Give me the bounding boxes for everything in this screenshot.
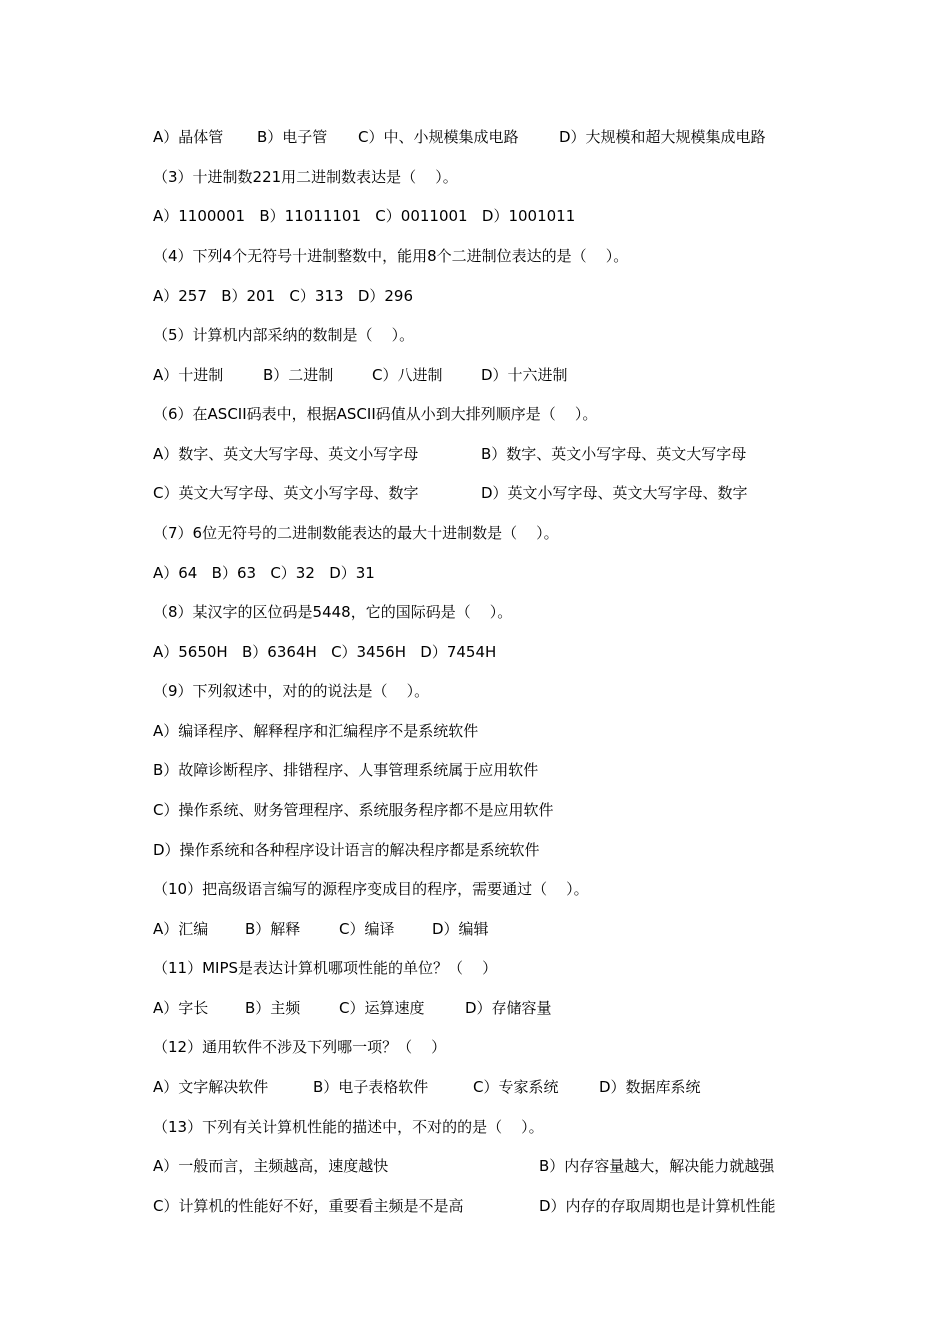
option-d: D）十六进制 [481,366,568,384]
question-13: （13）下列有关计算机性能的描述中，不对的的是（ ）。 [153,1118,544,1136]
option-d: D）大规模和超大规模集成电路 [559,128,766,146]
question-12-options [153,1074,701,1100]
question-9-option-b: B）故障诊断程序、排错程序、人事管理系统属于应用软件 [153,761,539,779]
option-d: D）存储容量 [465,999,552,1017]
question-3-options: A）1100001 B）11011101 C）0011001 D）1001011 [153,207,576,225]
question-4-options: A）257 B）201 C）313 D）296 [153,287,414,305]
question-5: （5）计算机内部采纳的数制是（ ）。 [153,326,415,344]
question-10-options [153,916,489,942]
option-a: A）文字解决软件 [153,1078,269,1096]
option-a: A）汇编 [153,920,209,938]
option-c: C）中、小规模集成电路 [358,128,519,146]
option-c: C）计算机的性能好不好，重要看主频是不是高 [153,1197,464,1215]
question-9-option-c: C）操作系统、财务管理程序、系统服务程序都不是应用软件 [153,801,554,819]
option-b: B）数字、英文小写字母、英文大写字母 [481,445,747,463]
option-a: A）字长 [153,999,209,1017]
option-b: B）内存容量越大，解决能力就越强 [539,1157,775,1175]
option-d: D）数据库系统 [599,1078,701,1096]
question-9: （9）下列叙述中，对的的说法是（ ）。 [153,682,430,700]
option-b: B）电子表格软件 [313,1078,429,1096]
option-d: D）英文小写字母、英文大写字母、数字 [481,484,748,502]
option-a: A）数字、英文大写字母、英文小写字母 [153,445,419,463]
question-4: （4）下列4个无符号十进制整数中，能用8个二进制位表达的是（ ）。 [153,247,629,265]
option-b: B）电子管 [257,128,328,146]
question-8: （8）某汉字的区位码是5448，它的国际码是（ ）。 [153,603,513,621]
question-9-option-a: A）编译程序、解释程序和汇编程序不是系统软件 [153,722,479,740]
question-7: （7）6位无符号的二进制数能表达的最大十进制数是（ ）。 [153,524,559,542]
option-a: A）一般而言，主频越高，速度越快 [153,1157,389,1175]
option-c: C）英文大写字母、英文小写字母、数字 [153,484,419,502]
question-8-options: A）5650H B）6364H C）3456H D）7454H [153,643,497,661]
option-c: C）运算速度 [339,999,425,1017]
question-12: （12）通用软件不涉及下列哪一项？（ ） [153,1038,447,1056]
question-11: （11）MIPS是表达计算机哪项性能的单位？（ ） [153,959,498,977]
option-d: D）内存的存取周期也是计算机性能 [539,1197,776,1215]
question-5-options [153,362,568,388]
question-2-options [153,124,766,150]
question-13-options-cd [153,1193,776,1219]
option-d: D）编辑 [432,920,489,938]
option-b: B）主频 [245,999,301,1017]
option-c: C）八进制 [372,366,443,384]
question-13-options-ab [153,1153,775,1179]
option-a: A）十进制 [153,366,224,384]
option-a: A）晶体管 [153,128,224,146]
question-6-options-ab [153,441,747,467]
option-b: B）二进制 [263,366,334,384]
question-3: （3）十进制数221用二进制数表达是（ ）。 [153,168,458,186]
option-b: B）解释 [245,920,301,938]
question-9-option-d: D）操作系统和各种程序设计语言的解决程序都是系统软件 [153,841,540,859]
question-6-options-cd [153,480,748,506]
question-10: （10）把高级语言编写的源程序变成目的程序，需要通过（ ）。 [153,880,589,898]
option-c: C）专家系统 [473,1078,559,1096]
question-7-options: A）64 B）63 C）32 D）31 [153,564,375,582]
question-11-options [153,995,552,1021]
option-c: C）编译 [339,920,395,938]
question-6: （6）在ASCII码表中，根据ASCII码值从小到大排列顺序是（ ）。 [153,405,598,423]
